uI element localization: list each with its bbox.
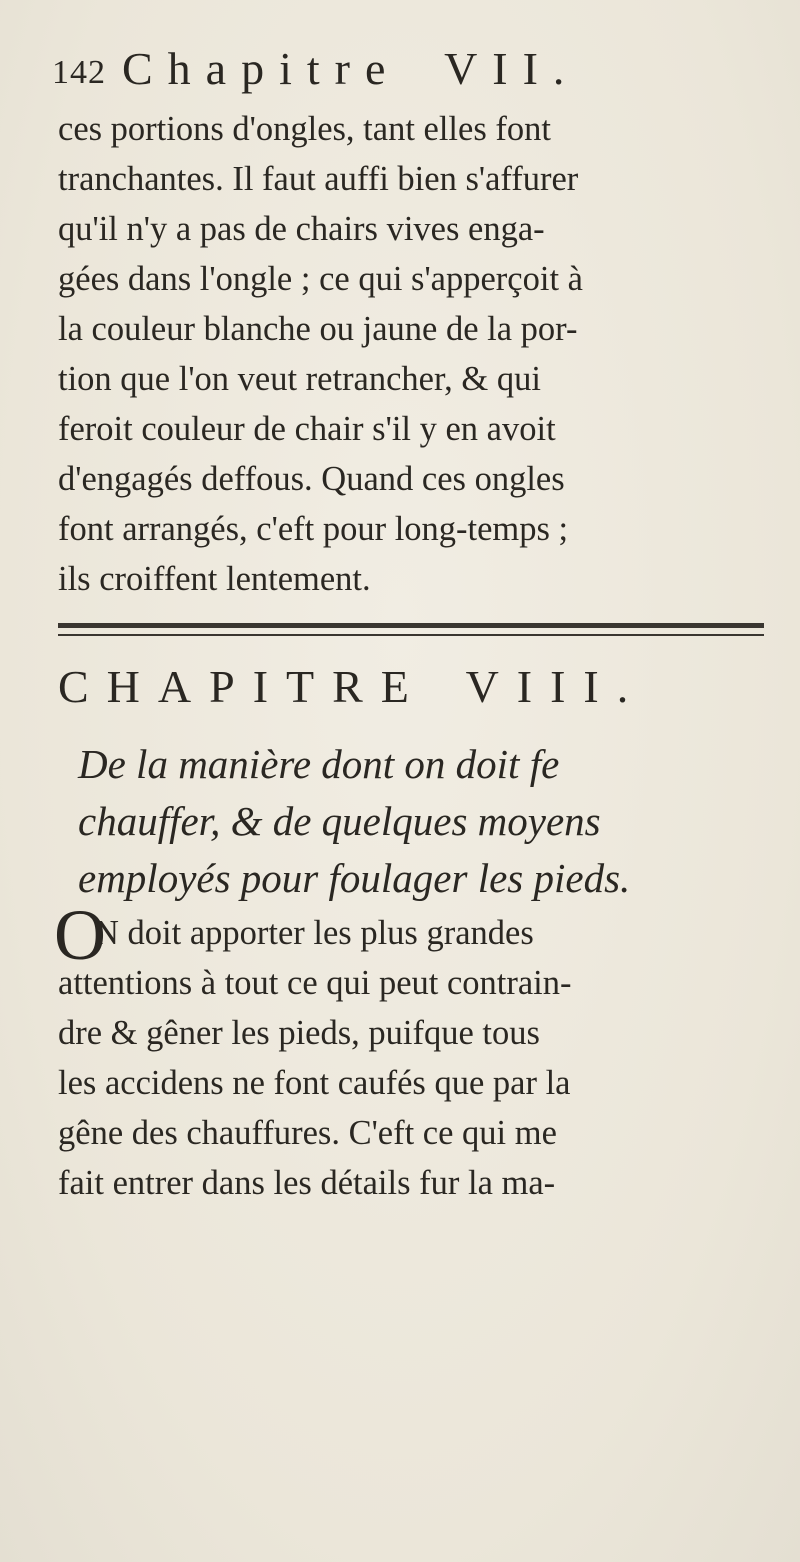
text-line: tion que l'on veut retrancher, & qui (58, 360, 541, 398)
text-line: les accidens ne font caufés que par la (58, 1064, 571, 1102)
second-paragraph (58, 908, 778, 1208)
top-paragraph (58, 104, 778, 604)
text-line: la couleur blanche ou jaune de la por- (58, 310, 578, 348)
running-head (52, 40, 772, 100)
text-line: tranchantes. Il faut auffi bien s'affurer (58, 160, 579, 198)
chapter-heading: CHAPITRE VIII. (58, 661, 647, 712)
text-line: qu'il n'y a pas de chairs vives enga- (58, 210, 545, 248)
text-line: ils croiffent lentement. (58, 560, 371, 598)
text-line-first: N doit apporter les plus grandes (94, 914, 534, 952)
text-line: gêne des chauffures. C'eft ce qui me (58, 1114, 557, 1152)
drop-cap: O (54, 895, 106, 975)
subtitle-line: De la manière dont on doit fe (78, 741, 560, 787)
text-line: fait entrer dans les détails fur la ma- (58, 1164, 556, 1202)
subtitle-line: employés pour foulager les pieds. (78, 855, 631, 901)
text-line: attentions à tout ce qui peut contrain- (58, 964, 572, 1002)
chapter-subtitle (78, 736, 778, 907)
text-line: gées dans l'ongle ; ce qui s'apperçoit à (58, 260, 583, 298)
text-line: ces portions d'ongles, tant elles font (58, 110, 551, 148)
text-line: font arrangés, c'eft pour long-temps ; (58, 510, 569, 548)
subtitle-line: chauffer, & de quelques moyens (78, 798, 601, 844)
running-head-title: Chapitre VII. (122, 43, 580, 94)
section-rule-thick (58, 623, 764, 628)
text-line: d'engagés deffous. Quand ces ongles (58, 460, 565, 498)
text-line: feroit couleur de chair s'il y en avoit (58, 410, 556, 448)
section-rule-thin (58, 634, 764, 636)
text-line: dre & gêner les pieds, puifque tous (58, 1014, 540, 1052)
page-number: 142 (52, 54, 106, 91)
